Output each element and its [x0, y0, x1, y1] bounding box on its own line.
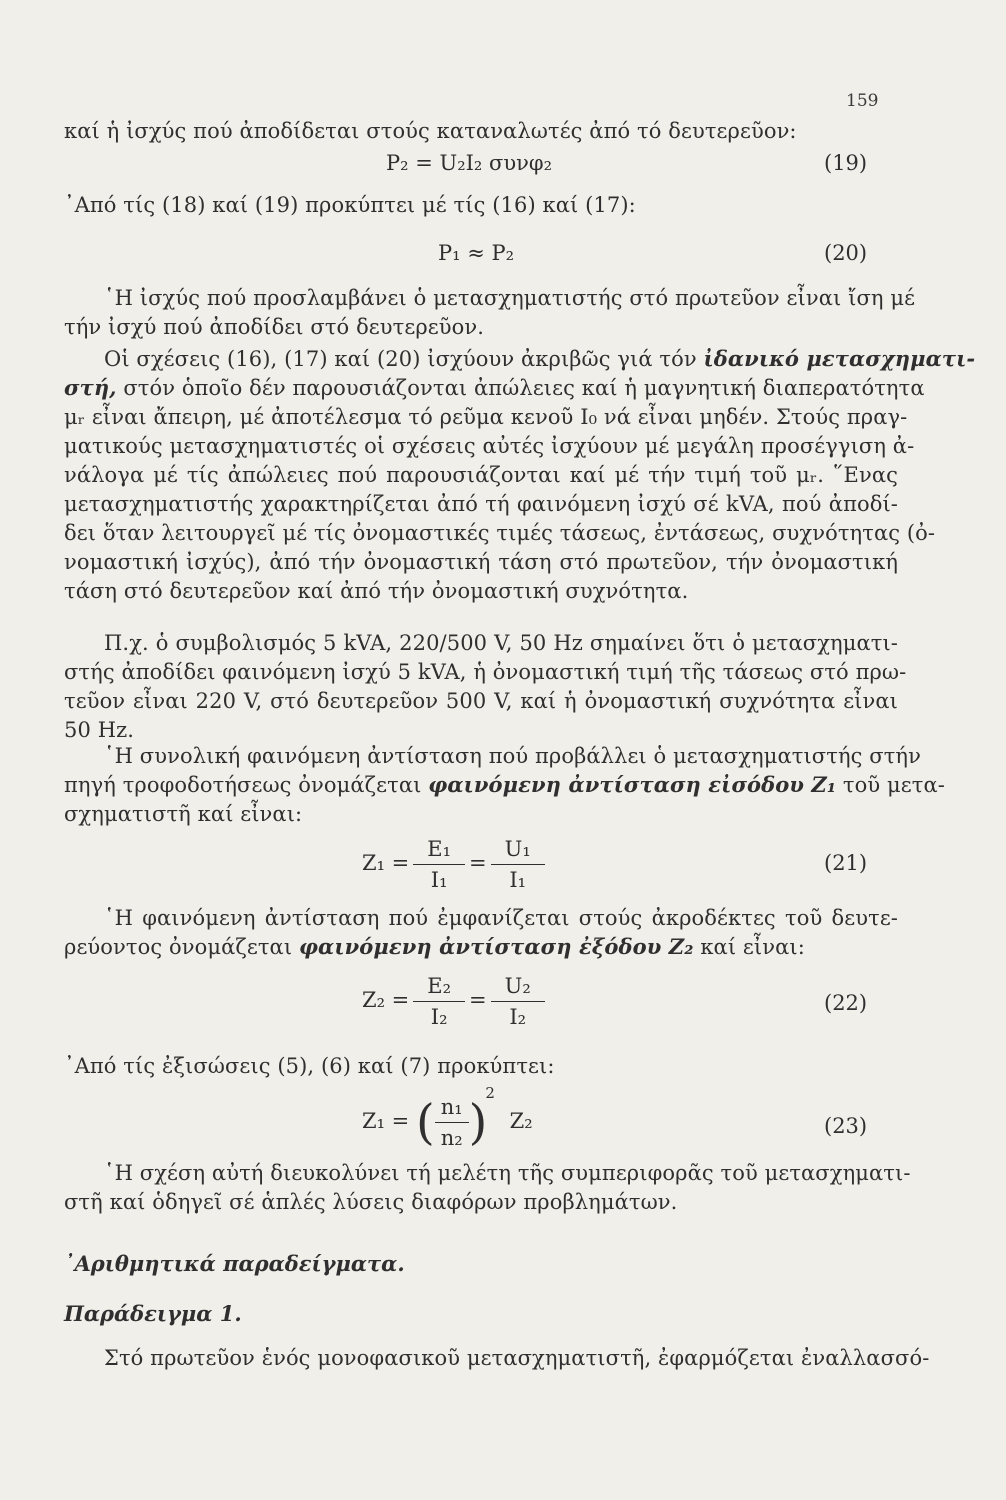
- text-line: ῾Η σχέση αὐτή διευκολύνει τή μελέτη τῆς συμπεριφορᾶς τοῦ μετασχηματι-: [104, 1161, 911, 1185]
- text-line: [64, 934, 898, 960]
- text-line: νάλογα μέ τίς ἀπώλειες πού παρουσιάζονται καί μέ τήν τιμή τοῦ μᵣ. ῞Ενας: [64, 463, 898, 487]
- text-line: ᾿Από τίς (18) καί (19) προκύπτει μέ τίς (16) καί (17):: [64, 193, 636, 217]
- eq23-exponent: 2: [485, 1084, 495, 1102]
- eq23-right-paren: ): [468, 1094, 488, 1151]
- text-span: καί εἶναι:: [693, 935, 805, 959]
- eq22-lhs: Z₂ =: [362, 988, 410, 1012]
- text-line: μᵣ εἶναι ἄπειρη, μέ ἀποτέλεσμα τό ρεῦμα κενοῦ I₀ νά εἶναι μηδέν. Στούς πραγ-: [64, 405, 908, 429]
- text-span: τοῦ μετα-: [836, 773, 945, 797]
- text-line: τάση στό δευτερεῦον καί ἀπό τήν ὀνομαστική συχνότητα.: [64, 579, 689, 603]
- text-line: Στό πρωτεῦον ἑνός μονοφασικοῦ μετασχηματιστῆ, ἐφαρμόζεται ἐναλλασσό-: [104, 1346, 930, 1370]
- equation-22: [362, 973, 549, 1030]
- equation-number-22: (22): [824, 991, 868, 1015]
- eq23-left-paren: (: [415, 1094, 435, 1151]
- eq21-denominator-1: I₁: [430, 868, 448, 892]
- section-heading-examples: ᾿Αριθμητικά παραδείγματα.: [64, 1251, 405, 1276]
- equation-number-20: (20): [824, 241, 868, 265]
- equation-number-23: (23): [824, 1114, 868, 1138]
- eq23-denominator: n₂: [440, 1126, 463, 1150]
- text-line: στής ἀποδίδει φαινόμενη ἰσχύ 5 kVA, ἡ ὀνομαστική τιμή τῆς τάσεως στό πρω-: [64, 660, 907, 684]
- text-span: ρεύοντος ὀνομάζεται: [64, 935, 299, 959]
- eq21-fraction-1: [413, 836, 465, 893]
- text-line: ᾿Από τίς ἐξισώσεις (5), (6) καί (7) προκύπτει:: [64, 1054, 555, 1078]
- eq22-fraction-1: [413, 973, 465, 1030]
- eq21-denominator-2: I₁: [509, 868, 527, 892]
- text-span: πηγή τροφοδοτήσεως ὀνομάζεται: [64, 773, 429, 797]
- eq21-numerator-2: U₁: [491, 836, 545, 865]
- eq22-numerator-1: E₂: [413, 973, 465, 1002]
- eq23-numerator: n₁: [435, 1094, 469, 1123]
- italic-term-ideal-transformer-end: στή,: [64, 375, 117, 400]
- text-line: ῾Η φαινόμενη ἀντίσταση πού ἐμφανίζεται στούς ἀκροδέκτες τοῦ δευτε-: [104, 906, 898, 930]
- text-line: ματικούς μετασχηματιστές οἱ σχέσεις αὐτές ἰσχύουν μέ μεγάλη προσέγγιση ἀ-: [64, 434, 915, 458]
- eq23-lhs: Z₁ =: [362, 1109, 410, 1133]
- eq22-equals: =: [469, 988, 487, 1012]
- text-span: στόν ὁποῖο δέν παρουσιάζονται ἀπώλειες καί ἡ μαγνητική διαπερατότητα: [116, 376, 925, 400]
- text-line: [104, 346, 976, 372]
- text-line: [64, 772, 945, 798]
- eq23-rhs: Z₂: [509, 1109, 533, 1133]
- eq23-fraction: [435, 1094, 469, 1151]
- eq22-denominator-2: I₂: [509, 1005, 527, 1029]
- text-line: στῆ καί ὁδηγεῖ σέ ἁπλές λύσεις διαφόρων προβλημάτων.: [64, 1190, 678, 1214]
- italic-term-input-impedance: φαινόμενη ἀντίσταση εἰσόδου Z₁: [428, 772, 837, 797]
- example-heading: Παράδειγμα 1.: [64, 1301, 242, 1326]
- equation-23: [362, 1084, 533, 1151]
- text-line: καί ἡ ἰσχύς πού ἀποδίδεται στούς καταναλωτές ἀπό τό δευτερεῦον:: [64, 119, 797, 143]
- italic-term-output-impedance: φαινόμενη ἀντίσταση ἐξόδου Z₂: [298, 934, 694, 959]
- text-line: 50 Hz.: [64, 718, 135, 742]
- text-line: [64, 375, 925, 401]
- eq21-fraction-2: [491, 836, 545, 893]
- equation-20: P₁ ≈ P₂: [438, 241, 515, 265]
- eq22-fraction-2: [491, 973, 545, 1030]
- page-number: 159: [846, 91, 879, 111]
- text-line: Π.χ. ὁ συμβολισμός 5 kVA, 220/500 V, 50 Hz σημαίνει ὅτι ὁ μετασχηματι-: [104, 631, 898, 655]
- equation-number-21: (21): [824, 851, 868, 875]
- eq21-equals: =: [469, 851, 487, 875]
- text-line: σχηματιστῆ καί εἶναι:: [64, 802, 303, 826]
- eq22-denominator-1: I₂: [430, 1005, 448, 1029]
- text-span: Οἱ σχέσεις (16), (17) καί (20) ἰσχύουν ἀκριβῶς γιά τόν: [104, 347, 704, 371]
- text-line: δει ὅταν λειτουργεῖ μέ τίς ὀνομαστικές τιμές τάσεως, ἐντάσεως, συχνότητας (ὀ-: [64, 521, 936, 545]
- text-line: μετασχηματιστής χαρακτηρίζεται ἀπό τή φαινόμενη ἰσχύ σέ kVA, πού ἀποδί-: [64, 492, 898, 516]
- equation-19: P₂ = U₂I₂ συνφ₂: [386, 151, 552, 175]
- italic-term-ideal-transformer: ἰδανικό μετασχηματι-: [703, 346, 976, 371]
- equation-21: [362, 836, 549, 893]
- text-line: νομαστική ἰσχύς), ἀπό τήν ὀνομαστική τάση στό πρωτεῦον, τήν ὀνομαστική: [64, 550, 898, 574]
- equation-number-19: (19): [824, 151, 868, 175]
- text-line: ῾Η ἰσχύς πού προσλαμβάνει ὁ μετασχηματιστής στό πρωτεῦον εἶναι ἴση μέ: [104, 286, 916, 310]
- eq21-lhs: Z₁ =: [362, 851, 410, 875]
- text-line: ῾Η συνολική φαινόμενη ἀντίσταση πού προβάλλει ὁ μετασχηματιστής στήν: [104, 744, 921, 768]
- text-line: τήν ἰσχύ πού ἀποδίδει στό δευτερεῦον.: [64, 315, 485, 339]
- eq21-numerator-1: E₁: [413, 836, 465, 865]
- eq22-numerator-2: U₂: [491, 973, 545, 1002]
- text-line: τεῦον εἶναι 220 V, στό δευτερεῦον 500 V, καί ἡ ὀνομαστική συχνότητα εἶναι: [64, 689, 898, 713]
